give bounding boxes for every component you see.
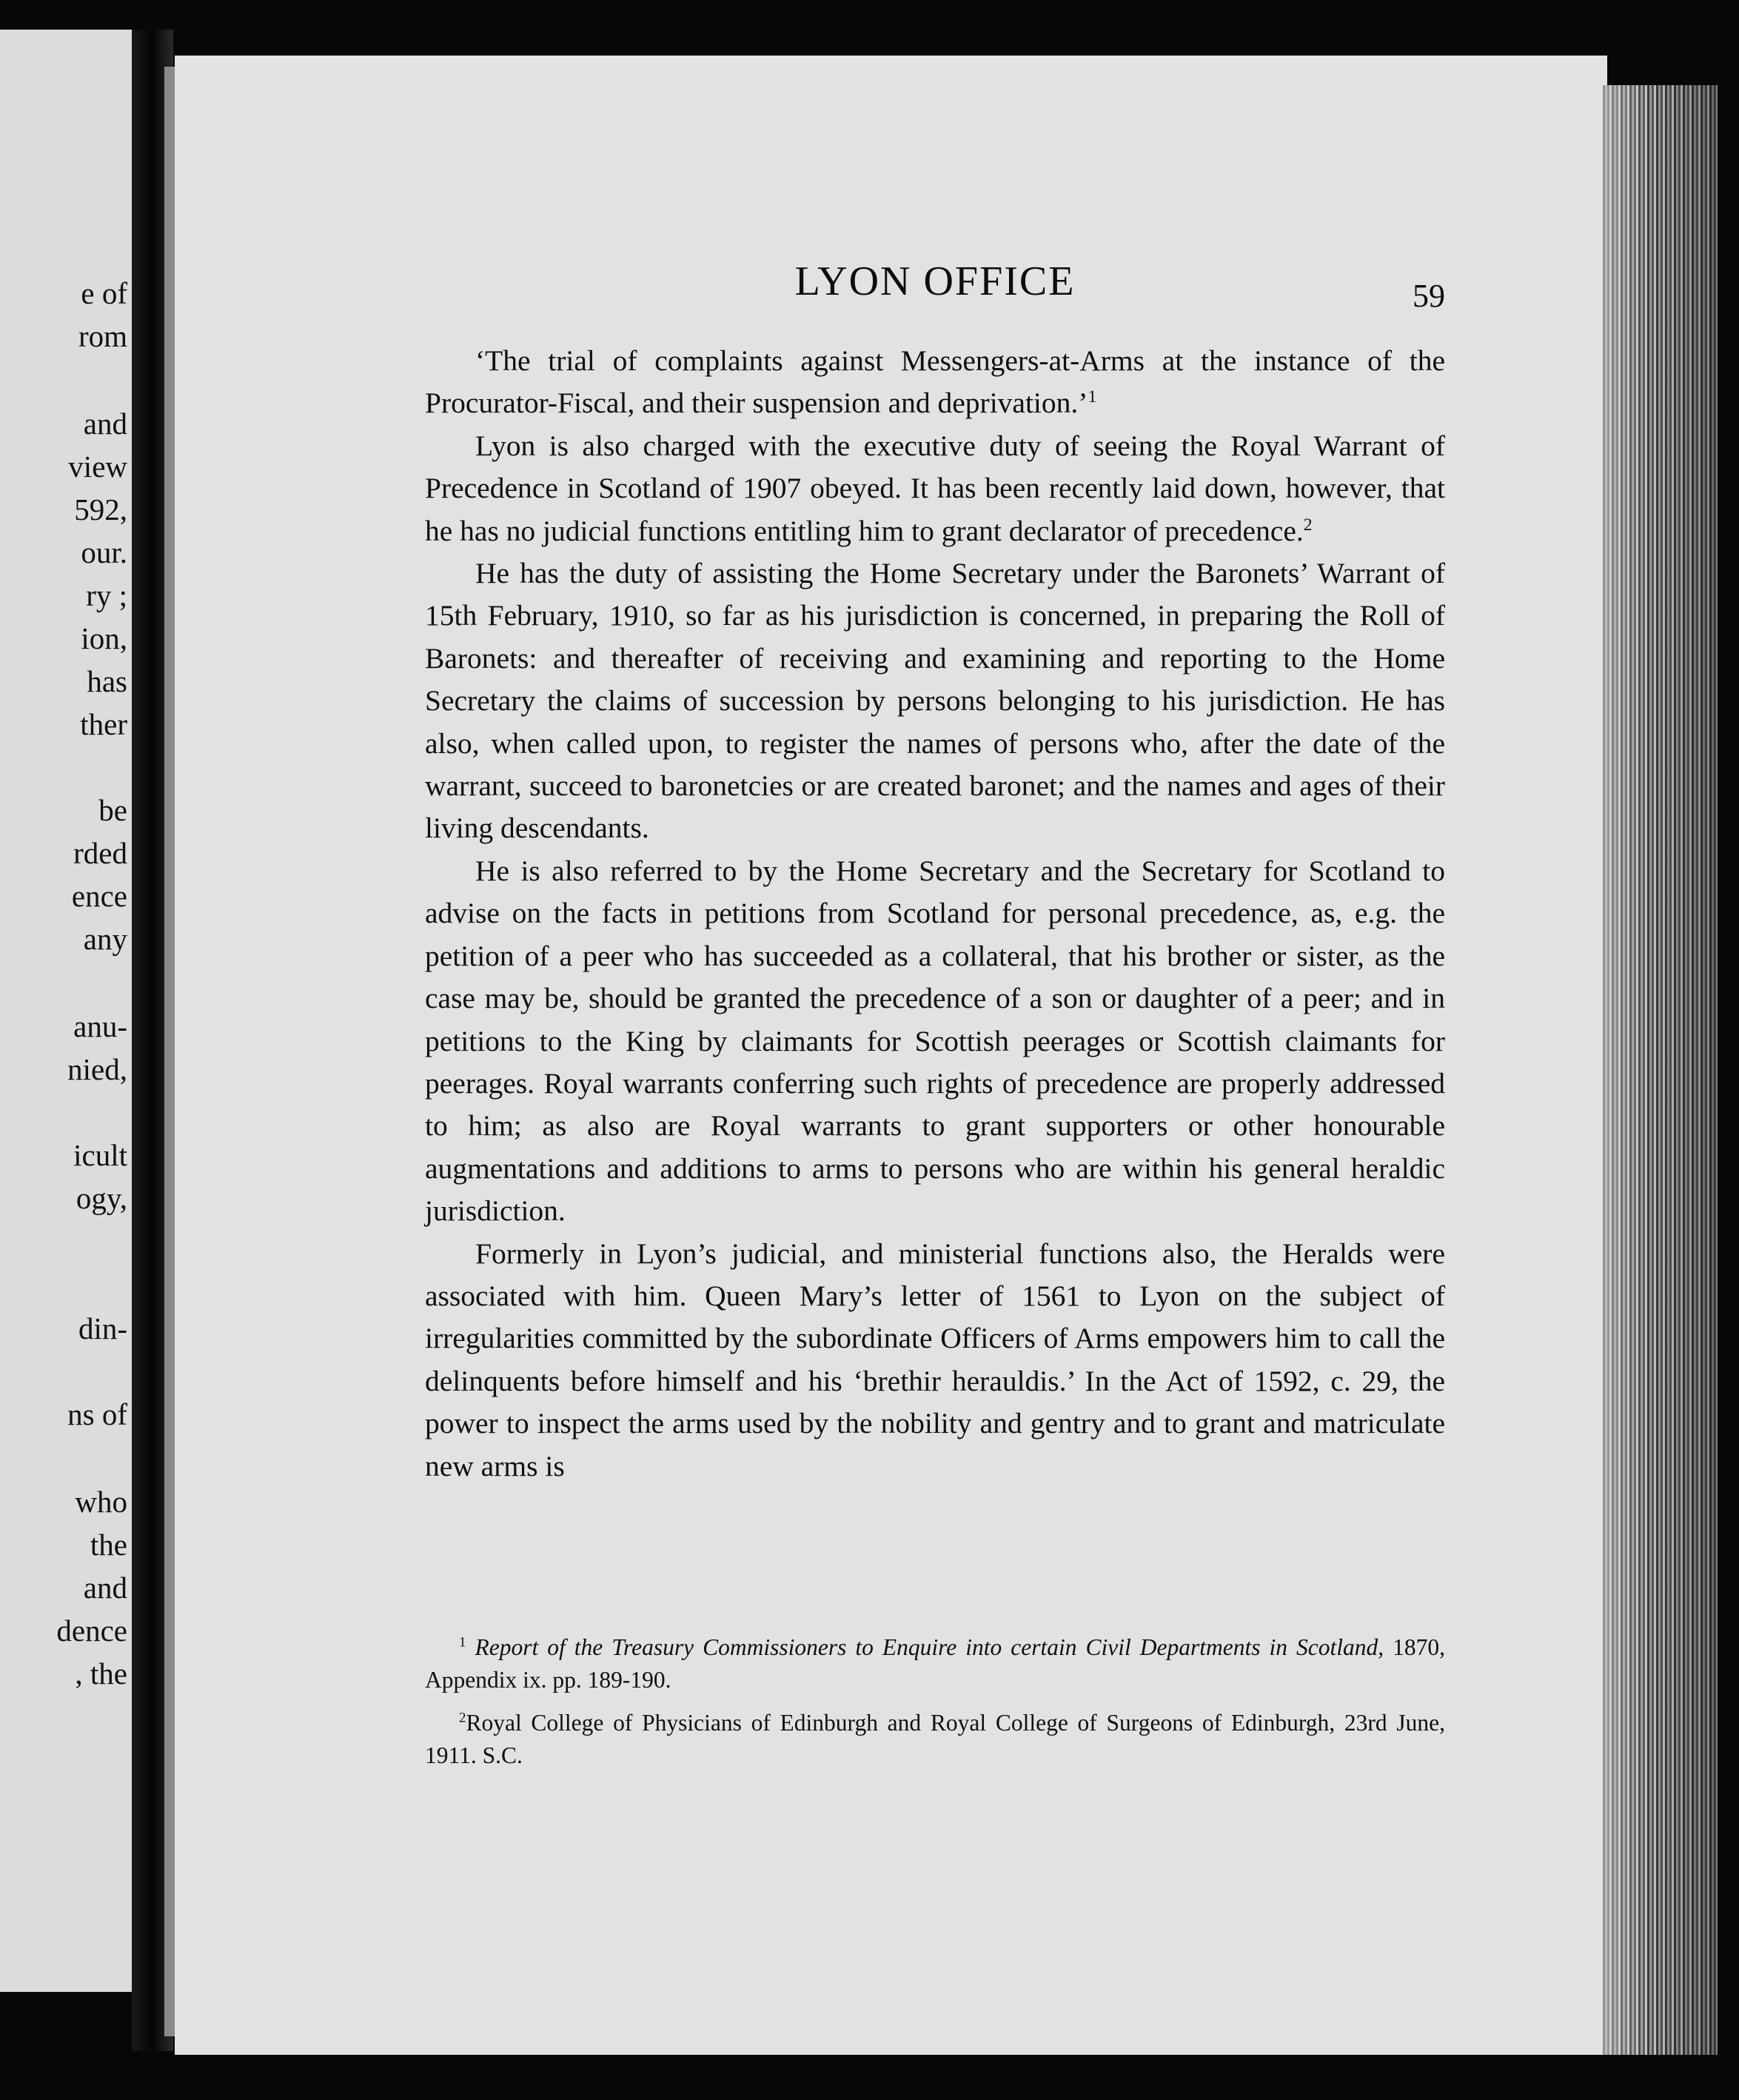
facing-page-fragment: and xyxy=(83,407,127,441)
facing-page-fragment: din- xyxy=(78,1311,127,1345)
body-text xyxy=(425,340,1445,1488)
paragraph-text: ‘The trial of complaints against Messengers-at-Arms at the instance of the Procurator-Fiscal, and their suspension and deprivation.’ xyxy=(425,344,1445,420)
page-number: 59 xyxy=(1413,278,1445,314)
paragraph-text: Formerly in Lyon’s judicial, and ministerial functions also, the Heralds were associated with him. Queen Mary’s letter of 1561 to Lyon on the subject of irregularities committed by the subordinate Officers of Arms empowers him to call the delinquents before himself and his ‘brethir herauldis.’ In the Act of 1592, c. 29, the power to inspect the arms used by the nobility and gentry and to grant and matriculate new arms is xyxy=(425,1237,1445,1482)
book-page xyxy=(175,56,1607,2055)
facing-page-fragment: has xyxy=(87,664,127,698)
facing-page-left xyxy=(0,30,133,1992)
facing-page-fragment: rded xyxy=(73,836,127,870)
footnotes xyxy=(425,1631,1445,1782)
facing-page-fragment: ogy, xyxy=(76,1181,127,1215)
footnote xyxy=(425,1631,1445,1696)
facing-page-fragment: ion, xyxy=(81,621,127,655)
facing-page-fragment: ns of xyxy=(67,1397,127,1431)
facing-page-fragment: dence xyxy=(56,1614,127,1648)
paragraph-text: He is also referred to by the Home Secretary and the Secretary for Scotland to advise on the facts in petitions from Scotland for personal precedence, as, e.g. the petition of a peer who has succeeded as a collateral, that his brother or sister, as the case may be, should be granted the precedence of a son or daughter of a peer; and in petitions to the King by claimants for Scottish peerages or Scottish claimants for peerages. Royal warrants conferring such rights of precedence are properly addressed to him; as also are Royal warrants to grant supporters or other honourable augmentations and additions to arms to persons who are within his general heraldic jurisdiction. xyxy=(425,854,1445,1228)
facing-page-fragment: any xyxy=(83,922,127,956)
footnote-number: 2 xyxy=(459,1710,466,1726)
running-head: LYON OFFICE xyxy=(794,258,1076,304)
facing-page-fragment: e of xyxy=(81,276,127,310)
paragraph-text: Lyon is also charged with the executive duty of seeing the Royal Warrant of Precedence in Scotland of 1907 obeyed. It has been recently laid down, however, that he has no judicial functions entitling him to grant declarator of precedence. xyxy=(425,429,1445,547)
paragraph xyxy=(425,552,1445,850)
facing-page-fragment: be xyxy=(98,793,127,827)
facing-page-fragment: ence xyxy=(71,879,127,913)
paragraph xyxy=(425,850,1445,1233)
paragraph xyxy=(425,340,1445,425)
paragraph-text: He has the duty of assisting the Home Secretary under the Baronets’ Warrant of 15th February, 1910, so far as his jurisdiction is concerned, in preparing the Roll of Baronets: and thereafter of receiving and examining and reporting to the Home Secretary the claims of succession by persons belonging to his jurisdiction. He has also, when called upon, to register the names of persons who, after the date of the warrant, succeed to baronetcies or are created baronet; and the names and ages of their living descendants. xyxy=(425,557,1445,845)
facing-page-fragment: nied, xyxy=(67,1052,127,1086)
facing-page-fragment: icult xyxy=(73,1138,127,1172)
footnote xyxy=(425,1707,1445,1772)
facing-page-fragment: our. xyxy=(81,535,127,569)
facing-page-fragment: rom xyxy=(78,319,127,353)
footnote-ref: 1 xyxy=(1088,387,1097,407)
facing-page-fragment: and xyxy=(83,1571,127,1605)
facing-page-fragment: the xyxy=(90,1528,127,1562)
facing-page-fragment: , the xyxy=(75,1656,127,1691)
paragraph xyxy=(425,1233,1445,1488)
footnote-text: 1870, Appendix ix. pp. 189-190. xyxy=(425,1634,1445,1693)
facing-page-fragment: who xyxy=(75,1485,127,1519)
paragraph xyxy=(425,425,1445,552)
facing-page-fragment: ther xyxy=(80,707,127,741)
page-edges-shade xyxy=(1603,85,1718,2055)
facing-page-fragment: ry ; xyxy=(86,578,127,612)
facing-page-fragment: 592, xyxy=(74,492,127,526)
footnote-italic: Report of the Treasury Commissioners to Enquire into certain Civil Departments in Scotland, xyxy=(475,1634,1384,1660)
footnote-ref: 2 xyxy=(1303,515,1313,535)
footnote-text: Royal College of Physicians of Edinburgh and Royal College of Surgeons of Edinburgh, 23rd June, 1911. S.C. xyxy=(425,1710,1445,1768)
facing-page-fragment: view xyxy=(68,449,127,484)
footnote-number: 1 xyxy=(459,1634,466,1651)
facing-page-fragment: anu- xyxy=(73,1009,127,1043)
